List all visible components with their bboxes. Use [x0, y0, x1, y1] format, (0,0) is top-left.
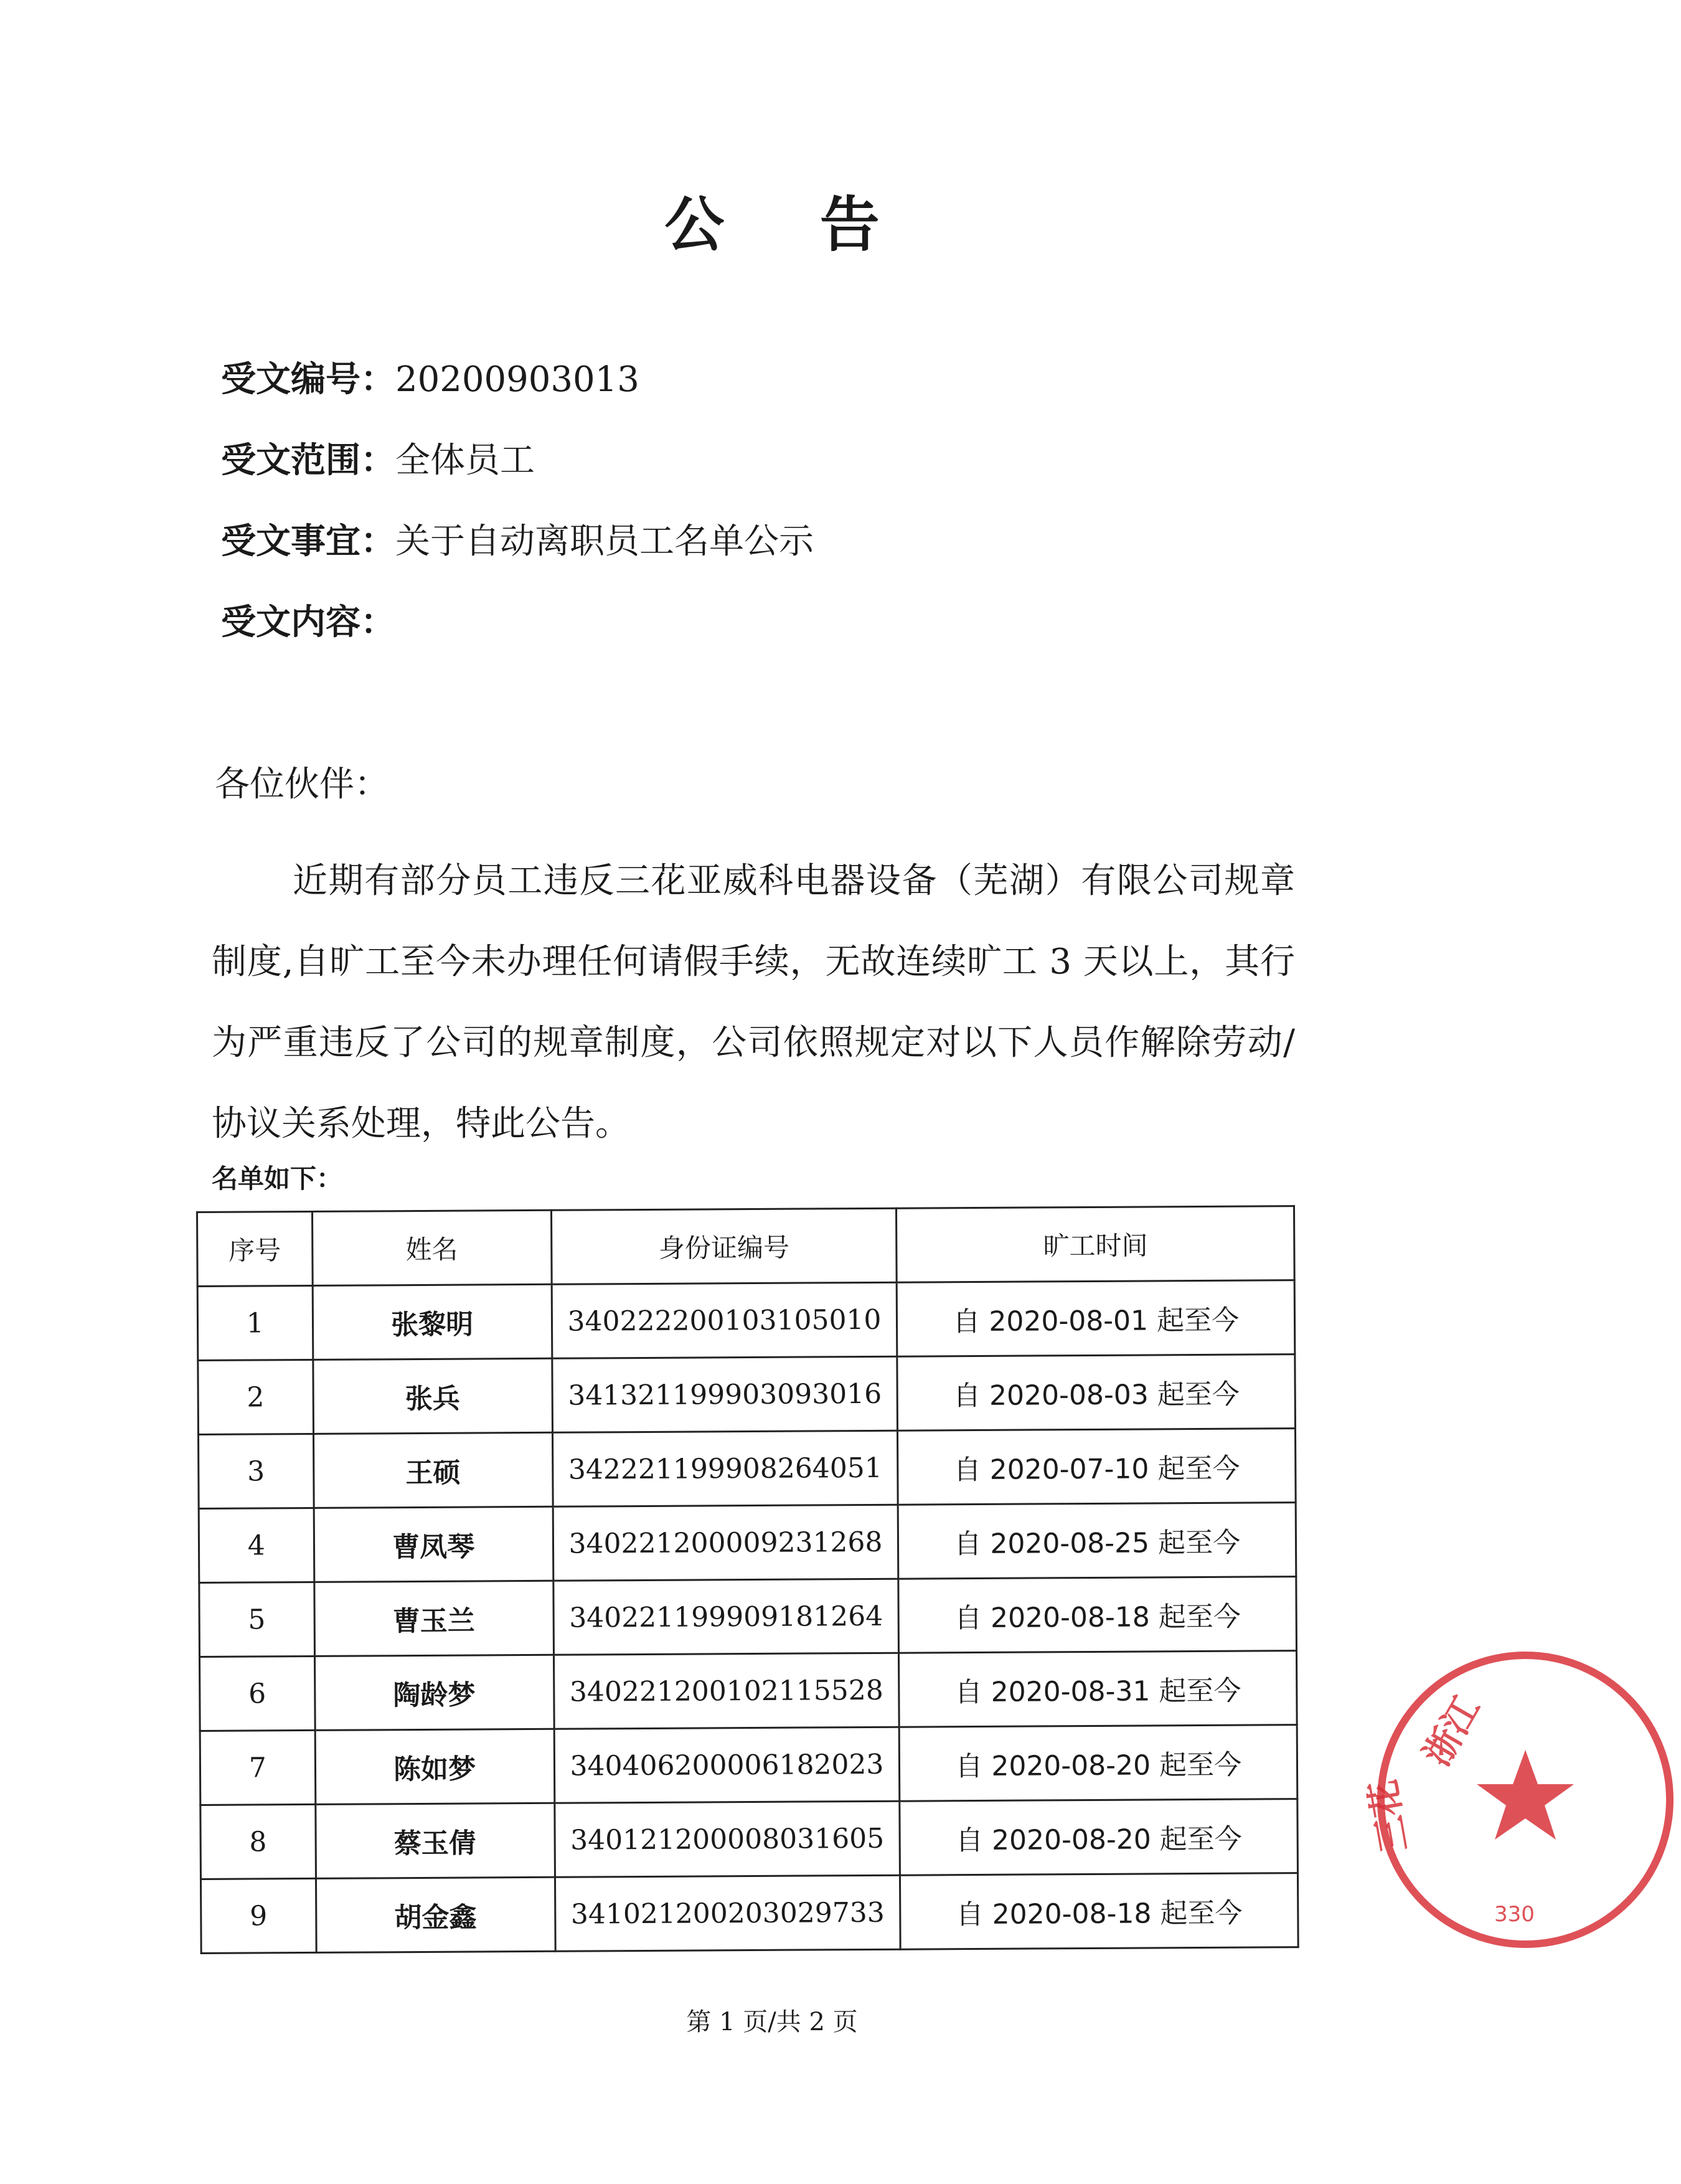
row-period: 自 2020-08-31 起至今: [899, 1651, 1297, 1728]
row-no: 7: [200, 1730, 315, 1805]
absentee-table: [196, 1205, 1299, 1954]
row-period: 自 2020-08-20 起至今: [900, 1799, 1297, 1876]
row-period: 自 2020-08-25 起至今: [898, 1503, 1296, 1579]
doc-scope-line: [221, 433, 535, 483]
row-name: 陶龄梦: [314, 1655, 554, 1730]
row-period: 自 2020-08-18 起至今: [898, 1577, 1296, 1653]
row-name: 曹凤琴: [314, 1506, 553, 1582]
row-name: 张兵: [313, 1358, 552, 1434]
row-period: 自 2020-08-01 起至今: [897, 1280, 1295, 1357]
doc-number-value: 20200903013: [395, 359, 639, 400]
doc-scope-label: 受文范围：: [221, 440, 395, 481]
row-no: 3: [199, 1434, 314, 1508]
seal-star-icon: [1477, 1750, 1574, 1840]
table-row: [199, 1503, 1296, 1583]
row-period: 自 2020-08-20 起至今: [900, 1725, 1297, 1802]
table-row: [200, 1799, 1298, 1879]
row-no: 8: [200, 1804, 316, 1879]
seal-number: 330: [1494, 1902, 1535, 1927]
doc-number-label: 受文编号：: [221, 359, 395, 400]
row-name: 蔡玉倩: [315, 1803, 555, 1878]
row-name: 陈如梦: [315, 1729, 555, 1804]
table-row: [199, 1651, 1297, 1731]
table-row: [199, 1429, 1296, 1509]
row-no: 6: [199, 1656, 314, 1731]
seal-text-1: 浙江: [1415, 1689, 1489, 1773]
header-name: 姓名: [312, 1210, 552, 1285]
company-seal-icon: [1361, 1644, 1681, 1955]
row-period: 自 2020-08-03 起至今: [897, 1354, 1295, 1431]
row-id: 340121200008031605: [554, 1801, 900, 1877]
page-title: 公 告: [664, 189, 917, 260]
row-id: 341021200203029733: [555, 1875, 901, 1951]
row-name: 曹玉兰: [314, 1581, 553, 1656]
row-id: 340221200009231268: [553, 1505, 899, 1581]
doc-subject-line: [221, 514, 814, 564]
row-no: 5: [199, 1582, 314, 1657]
doc-number-line: [221, 352, 639, 402]
doc-subject-value: 关于自动离职员工名单公示: [395, 521, 814, 562]
row-name: 王硕: [313, 1432, 553, 1508]
table-row: [197, 1280, 1295, 1361]
greeting: 各位伙伴：: [215, 764, 389, 805]
row-id: 340406200006182023: [554, 1727, 900, 1803]
seal-text-2: 三花: [1361, 1777, 1416, 1856]
table-header-row: [197, 1206, 1295, 1287]
table-row: [198, 1354, 1296, 1435]
header-no: 序号: [197, 1211, 313, 1286]
table-row: [199, 1577, 1297, 1657]
table-row: [200, 1873, 1298, 1954]
row-name: 张黎明: [313, 1284, 552, 1359]
row-id: 340221200102115528: [553, 1653, 900, 1729]
row-no: 4: [199, 1508, 314, 1582]
header-period: 旷工时间: [897, 1206, 1294, 1283]
row-period: 自 2020-08-18 起至今: [900, 1873, 1298, 1950]
row-id: 340221199909181264: [553, 1579, 899, 1655]
row-period: 自 2020-07-10 起至今: [898, 1429, 1296, 1505]
table-row: [200, 1725, 1297, 1805]
notice-body: 近期有部分员工违反三花亚威科电器设备（芜湖）有限公司规章制度,自旷工至今未办理任何请假手续，无故连续旷工 3 天以上，其行为严重违反了公司的规章制度，公司依照规定对以下人员作解除劳动/协议关系处理，特此公告。: [212, 861, 1295, 1144]
doc-subject-label: 受文事宜：: [221, 521, 395, 562]
header-id: 身份证编号: [551, 1208, 897, 1284]
list-label: 名单如下：: [212, 1163, 343, 1194]
row-no: 9: [200, 1878, 316, 1953]
row-id: 340222200103105010: [552, 1282, 898, 1358]
row-no: 2: [198, 1359, 313, 1434]
doc-content-line: [221, 595, 395, 645]
row-id: 342221199908264051: [552, 1430, 898, 1506]
row-no: 1: [197, 1285, 313, 1360]
page-footer: 第 1 页/共 2 页: [686, 2008, 858, 2036]
row-name: 胡金鑫: [316, 1877, 555, 1952]
doc-scope-value: 全体员工: [395, 440, 535, 481]
doc-content-label: 受文内容：: [221, 602, 395, 643]
row-id: 341321199903093016: [552, 1356, 898, 1432]
